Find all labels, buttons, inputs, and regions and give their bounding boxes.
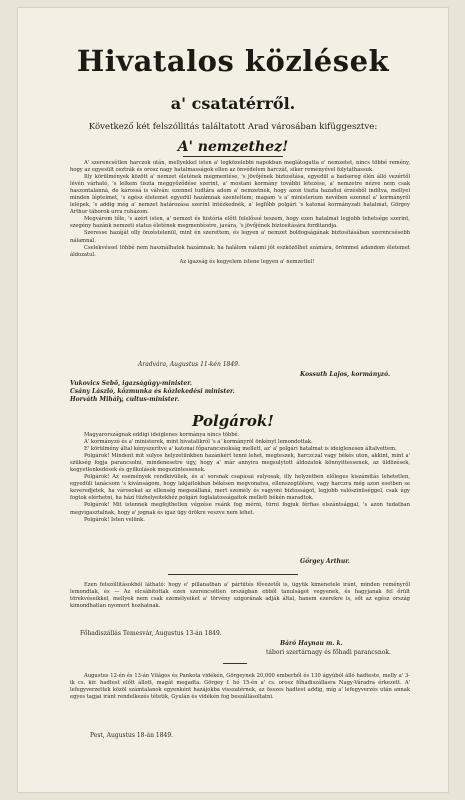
paragraph: Illy körülmények között a' nemzet életének megmentése, 's jövőjének biztosítása, egyedül a hadsereg élén álló vezértől lévén várható, 's lelkem tiszta meggyőződése szerint, a' mostani kormány további létezése, a' nemzetre nézve nem csak haszontalanná, de károssá is válván: ezennel tudtára adom a' nemzetnek, hogy azon tiszta hazafiui érzésből indítva, mellyel minden lépteimet, 's egész életemet egyedül hazámnak szenteltem; magam 's a' ministerium nevében ezennel a' kormányról lelépek, 's addig még a' nemzet határozása szerint intézkednék, a' legfőbb polgári 's katonai kormányzati hatalmat, Görgey Arthur táborok urra ruházom.	[70, 174, 410, 216]
minister-signature: Vukovics Sebő, igazságügy-minister.	[70, 380, 192, 387]
paragraph: Polgárok! Isten velünk.	[84, 516, 145, 523]
paragraph: Polgárok! Az események rendkivüliek, és a' sorsnak csapásai sulyosak, illy helyzetben előleges kiszámitás lehetetlen, egyedüli tanácsom 's kivánságom, hogy lakjaitokban békésen megvonatva, ellenszegülésre, vagy harczra még azon esetben se keveredjetek, ha városokat az ellenség megszállaná, mert személy és vagyoni biztosságot, legjobb valószinüséggel, csak úgy fogtok elérhetni, ha házi tüzhelyeitekhéz polgári foglalatosságaitok mellett békén maradtok.	[70, 474, 410, 502]
heading-rule	[183, 156, 283, 157]
section-divider	[223, 663, 247, 664]
section3-date: Főhadiszállás Temesvár, Augustus 13-án 1849.	[80, 630, 222, 637]
haynau-title: tábori szertárnagy és főhadi parancsnok.	[266, 649, 391, 656]
document-title: Hivatalos közlések	[76, 44, 390, 78]
governor-signature: Kossuth Lajos, kormányzó.	[300, 371, 391, 378]
paragraph: Magyarországnak eddigi ideiglenes kormánya nincs többé.	[84, 432, 240, 438]
paragraph: E' körülmény által kényszerítve a' katonai főparancsnokság mellett, az' a' polgári hatalmat is ideiglenesen általvettem.	[84, 446, 397, 453]
section1-date: Aradvára, Augustus 11-kén 1849.	[138, 361, 240, 368]
paragraph: A' kormányzó és a' ministerek, mint hivatalikról 's a' kormányról önkényt lemondottak.	[84, 439, 313, 446]
paragraph: Polgárok! Mindent mit sulyos helyzetünkben hazánkért tenni lehet, megteszek, harczczal vagy békés uton, akkint, mint a' szükség fogja parancsolni, mindenesetre úgy, hogy a' már annyira megsulytott áldozatok könnyittessenek, az üldözések, kegyetlenkedések és gyilkolások megszüntessenek.	[70, 453, 410, 474]
gorgey-signature: Görgey Arthur.	[300, 558, 350, 565]
paragraph: Ezen felszóllitásokból látható: hogy e' pillanatban a' pártütés fővezetői is, ügyük kimenetele iránt, minden reményről lemondtak, és — Az elcsábitottak ezen szerencsétlen országban ebből tanulságot vegyenek, és hagyjanak fel őrült törekvéseikkel, mellyek nem csak személyeiket a' törvény szigorának adják által, hanem ezerekre is, sőt az egész ország kimondhatlan nyomort hozhatnak.	[70, 582, 410, 610]
minister-signature: Csány László, közmunka és közlekedési minister.	[70, 388, 235, 395]
paragraph: Megvárom tőle, 's azért isten, a' nemzet és história előtt felelőssé teszem, hogy ezen hatalmat legjobb tehetsége szerint, szegény hazánk nemzeti status életének megmentésére, javára, 's jövőjének biztosítására forditandja.	[70, 216, 410, 230]
intro-line: Következő két felszóllitás találtatott Arad városában kifüggesztve:	[88, 122, 378, 132]
paragraph: Polgárok! Mit istennek megfejthetlen végzése reánk fog mérni, türni fogjuk férfias elszántsággal, 's azon tudatban megvigasztalnak, hogy a' jognak és igaz ügy örökre veszve nem lehet.	[70, 502, 410, 516]
section1-heading: A' nemzethez!	[177, 139, 289, 155]
poster-sheet	[18, 8, 448, 792]
section-divider	[168, 574, 298, 575]
haynau-signature: Báró Haynau m. k.	[280, 640, 343, 647]
section1-body	[70, 160, 410, 364]
section2-heading: Polgárok!	[192, 412, 274, 430]
section4-body	[70, 673, 410, 731]
section3-body	[70, 582, 410, 628]
section4-date: Pest, Augustus 18-án 1849.	[90, 732, 174, 739]
paragraph: Cselekvéssel többé nem használhatok hazámnak; ha halálom valami jót eszközölhet számára, örömmel adandom életemet áldozatul.	[70, 244, 410, 258]
paragraph: Szeresse hazáját olly önzéstelenül, mint én szerettem, és legyen a' nemzet boldogságának biztosításában szerencsésebb nálamnál.	[70, 230, 410, 244]
section2-body	[70, 432, 410, 560]
paragraph: Az igazság és kegyelem istene legyen a' nemzettel!	[179, 258, 315, 265]
paragraph: A' szerencsétlen harczok után, mellyekkel isten a' legközelebbi napokban meglátogatta e' nemzetet, nincs többé remény, hogy az egyesült osztrák és orosz nagy hatalmasságok ellen az önvédelem harczát, siker reményével folytathassuk.	[70, 160, 410, 174]
paragraph: Augustus 12-én és 13-án Világos és Pankota vidékén, Görgeynek 20,000 emberből és 130 ágyúból álló hadteste, melly a' 3-ik cs. kir. hadtest előtt állott, magát megadta. Görgey f. hó 15-én a' cs. orosz főhadiszállásra Nagy-Váradra érkezett. A' lefegyverzettek közöl számtalanok egyenként hazájokba visszatérnek, az összes hadtest addig, míg a' lefegyverzés után annak egyes tagjai iránt rendelkezés tétetik, Gyulán és vidékén fog beszállásoltatni.	[70, 673, 410, 701]
minister-signature: Horváth Mihály, cultus-minister.	[70, 396, 180, 403]
document-subtitle: a' csatatérről.	[170, 94, 296, 113]
